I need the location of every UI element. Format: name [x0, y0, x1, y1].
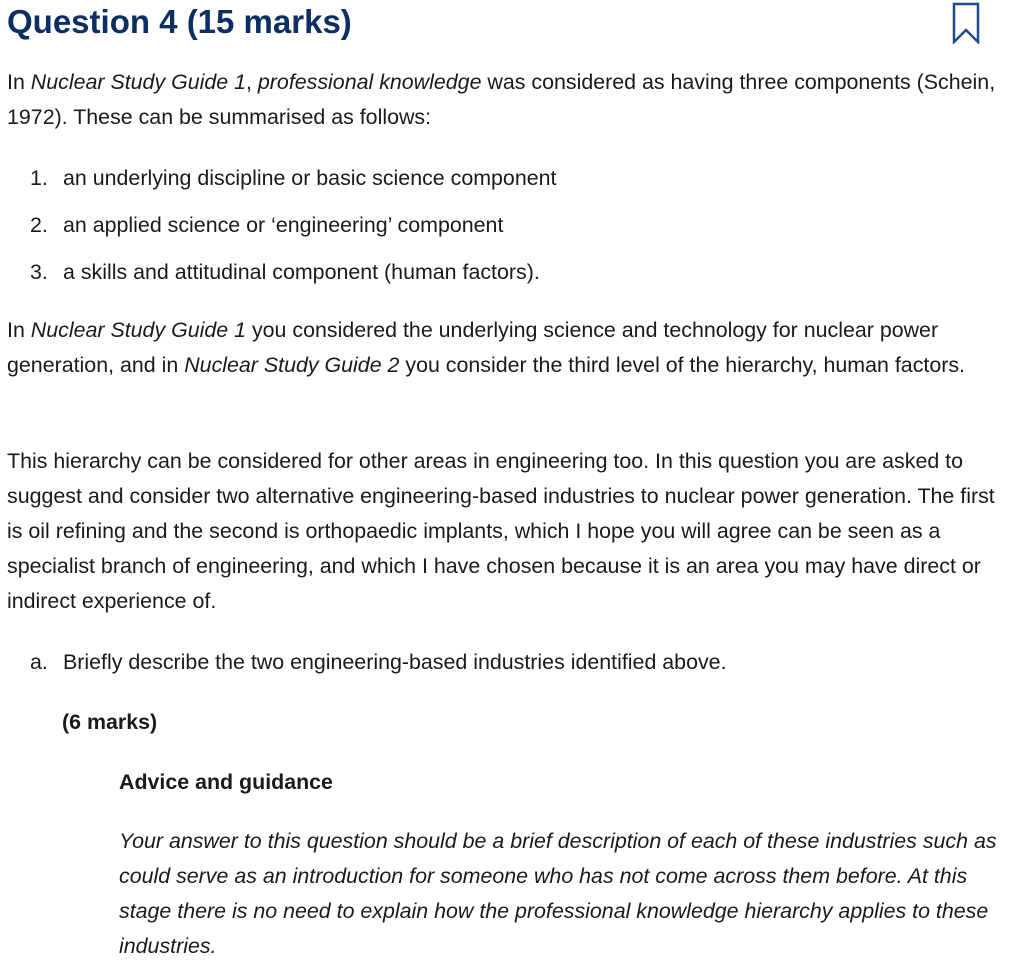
list-item: 3. a skills and attitudinal component (human factors). [30, 260, 540, 284]
advice-heading: Advice and guidance [119, 770, 333, 794]
list-item: 1. an underlying discipline or basic science component [30, 166, 557, 190]
study-guide-paragraph: In Nuclear Study Guide 1 you considered the underlying science and technology for nuclear power generation, and in Nuclear Study Guide 2 you consider the third level of the hierarchy, human factors. [7, 318, 965, 377]
bookmark-icon[interactable] [952, 2, 980, 44]
question-title: Question 4 (15 marks) [7, 3, 352, 40]
intro-paragraph: In Nuclear Study Guide 1, professional knowledge was considered as having three components (Schein, 1972). These can be summarised as follows: [7, 70, 996, 129]
hierarchy-paragraph: This hierarchy can be considered for other areas in engineering too. In this question you are asked to suggest and consider two alternative engineering-based industries to nuclear power generation. The first is oil refining and the second is orthopaedic implants, which I hope you will agree can be seen as a specialist branch of engineering, and which I have chosen because it is an area you may have direct or indirect experience of. [7, 449, 995, 613]
components-list [30, 164, 556, 305]
advice-body: Your answer to this question should be a brief description of each of these industries such as could serve as an introduction for someone who has not come across them before. At this stage there is no need to explain how the professional knowledge hierarchy applies to these industries. [119, 829, 997, 958]
list-item: 2. an applied science or ‘engineering’ component [30, 213, 504, 237]
part-a-question: a. Briefly describe the two engineering-based industries identified above. [30, 650, 727, 674]
part-a-marks: (6 marks) [62, 710, 158, 734]
